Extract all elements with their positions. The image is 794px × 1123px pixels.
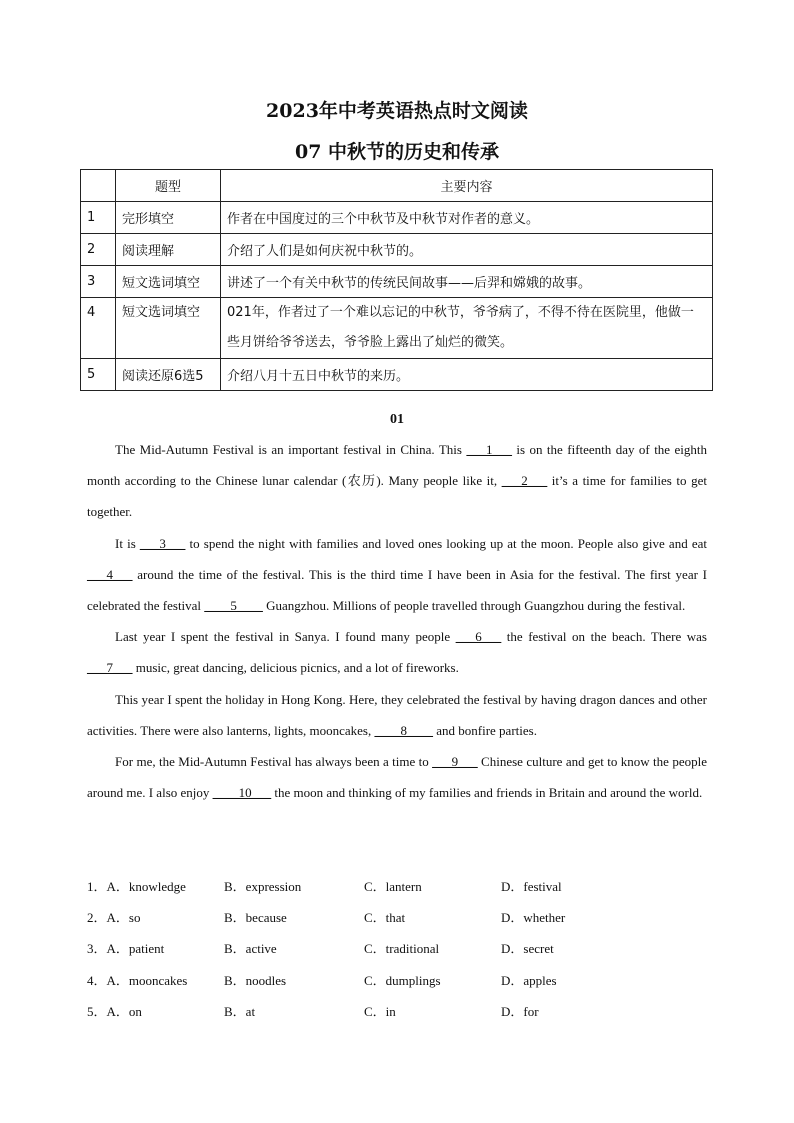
row-content: 介绍八月十五日中秋节的来历。 [221, 359, 713, 391]
option-a: 5．A．on [87, 1003, 142, 1019]
header-number [81, 170, 116, 202]
row-content: 021年，作者过了一个难以忘记的中秋节，爷爷病了，不得不待在医院里，他做一些月饼给爷爷送去，爷爷脸上露出了灿烂的微笑。 [221, 298, 713, 359]
blank-6: ___6___ [455, 629, 502, 645]
option-b: B．at [224, 1003, 256, 1019]
blank-1: ___1___ [466, 442, 512, 457]
page-title: 2023年中考英语热点时文阅读 [266, 100, 528, 122]
paragraph-4 [87, 684, 707, 746]
option-c: C．that [364, 910, 406, 926]
option-b: B．noodles [224, 972, 287, 988]
reading-passage [87, 434, 707, 808]
blank-10: ____10___ [212, 785, 272, 801]
text: Last year I spent the festival in Sanya. I found many people [115, 629, 456, 645]
option-a: 4．A．mooncakes [87, 972, 188, 988]
text: is on the fifteenth day of the eighth month according to the Chinese lunar calendar (农历). Many people like it, [87, 442, 708, 489]
text: and bonfire parties. [432, 722, 537, 738]
row-type: 阅读还原6选5 [116, 359, 221, 391]
option-c: C．in [364, 1003, 396, 1019]
row-type: 短文选词填空 [116, 266, 221, 298]
blank-3: ___3___ [139, 535, 186, 551]
option-a: 3．A．patient [87, 941, 165, 957]
option-b: B．active [224, 941, 277, 957]
text: the festival on the beach. There was [501, 629, 707, 645]
header-content: 主要内容 [221, 170, 713, 202]
option-c: C．dumplings [364, 972, 441, 988]
option-d: D．festival [501, 879, 562, 894]
question-row [87, 871, 707, 902]
option-c: C．traditional [364, 941, 440, 957]
blank-2: ___2___ [501, 473, 548, 489]
blank-5: ____5____ [204, 598, 263, 614]
paragraph-2 [87, 528, 707, 622]
option-a: 2．A．so [87, 910, 141, 926]
question-row [87, 933, 707, 964]
text: music, great dancing, delicious picnics, and a lot of fireworks. [132, 660, 459, 676]
option-c: C．lantern [364, 879, 422, 894]
table-header-row [81, 170, 713, 202]
row-content: 讲述了一个有关中秋节的传统民间故事——后羿和嫦娥的故事。 [221, 266, 713, 298]
page-subtitle: 07 中秋节的历史和传承 [294, 141, 500, 163]
row-type: 阅读理解 [116, 234, 221, 266]
table-row [81, 234, 713, 266]
paragraph-5 [87, 746, 707, 808]
paragraph-1 [87, 434, 707, 528]
blank-8: ____8____ [374, 722, 433, 738]
blank-9: ___9___ [432, 754, 478, 770]
option-b: B．expression [224, 879, 302, 894]
row-number: 5 [81, 359, 116, 391]
table-row [81, 202, 713, 234]
text: the moon and thinking of my families and friends in Britain and around the world. [271, 785, 703, 801]
text: This year I spent the holiday in Hong Kong. Here, they celebrated the festival by having dragon dances and other activities. There were also lanterns, lights, mooncakes, [87, 691, 707, 738]
text: Guangzhou. Millions of people travelled through Guangzhou during the festival. [262, 598, 686, 614]
blank-7: ___7___ [87, 660, 133, 676]
question-row [87, 902, 707, 933]
table-row [81, 298, 713, 359]
row-number: 2 [81, 234, 116, 266]
paragraph-3 [87, 621, 707, 683]
row-type: 完形填空 [116, 202, 221, 234]
question-row [87, 965, 707, 996]
row-content: 作者在中国度过的三个中秋节及中秋节对作者的意义。 [221, 202, 713, 234]
option-d: D．secret [501, 941, 554, 957]
text: Chinese culture and get to know the people around me. I also enjoy [87, 754, 707, 801]
table-row [81, 266, 713, 298]
blank-4: ___4___ [87, 566, 133, 582]
answer-options [87, 871, 707, 1027]
row-number: 3 [81, 266, 116, 298]
row-number: 1 [81, 202, 116, 234]
header-type: 题型 [116, 170, 221, 202]
summary-table [80, 169, 713, 391]
text: The Mid-Autumn Festival is an important festival in China. This [115, 442, 467, 457]
text: It is [115, 535, 140, 551]
option-b: B．because [224, 910, 287, 926]
text: For me, the Mid-Autumn Festival has always been a time to [115, 754, 433, 770]
row-type: 短文选词填空 [116, 298, 221, 359]
text: to spend the night with families and loved ones looking up at the moon. People also give and eat [185, 535, 707, 551]
section-heading: 01 [390, 412, 404, 427]
option-d: D．for [501, 1003, 539, 1019]
row-content: 介绍了人们是如何庆祝中秋节的。 [221, 234, 713, 266]
question-row [87, 996, 707, 1027]
option-a: 1．A．knowledge [87, 879, 186, 894]
text: it’s a time for families to get together. [87, 473, 707, 520]
option-d: D．apples [501, 972, 557, 988]
table-row [81, 359, 713, 391]
row-number: 4 [81, 298, 116, 359]
text: around the time of the festival. This is the third time I have been in Asia for the festival. The first year I celebrated the festival [87, 566, 707, 614]
option-d: D．whether [501, 910, 566, 926]
